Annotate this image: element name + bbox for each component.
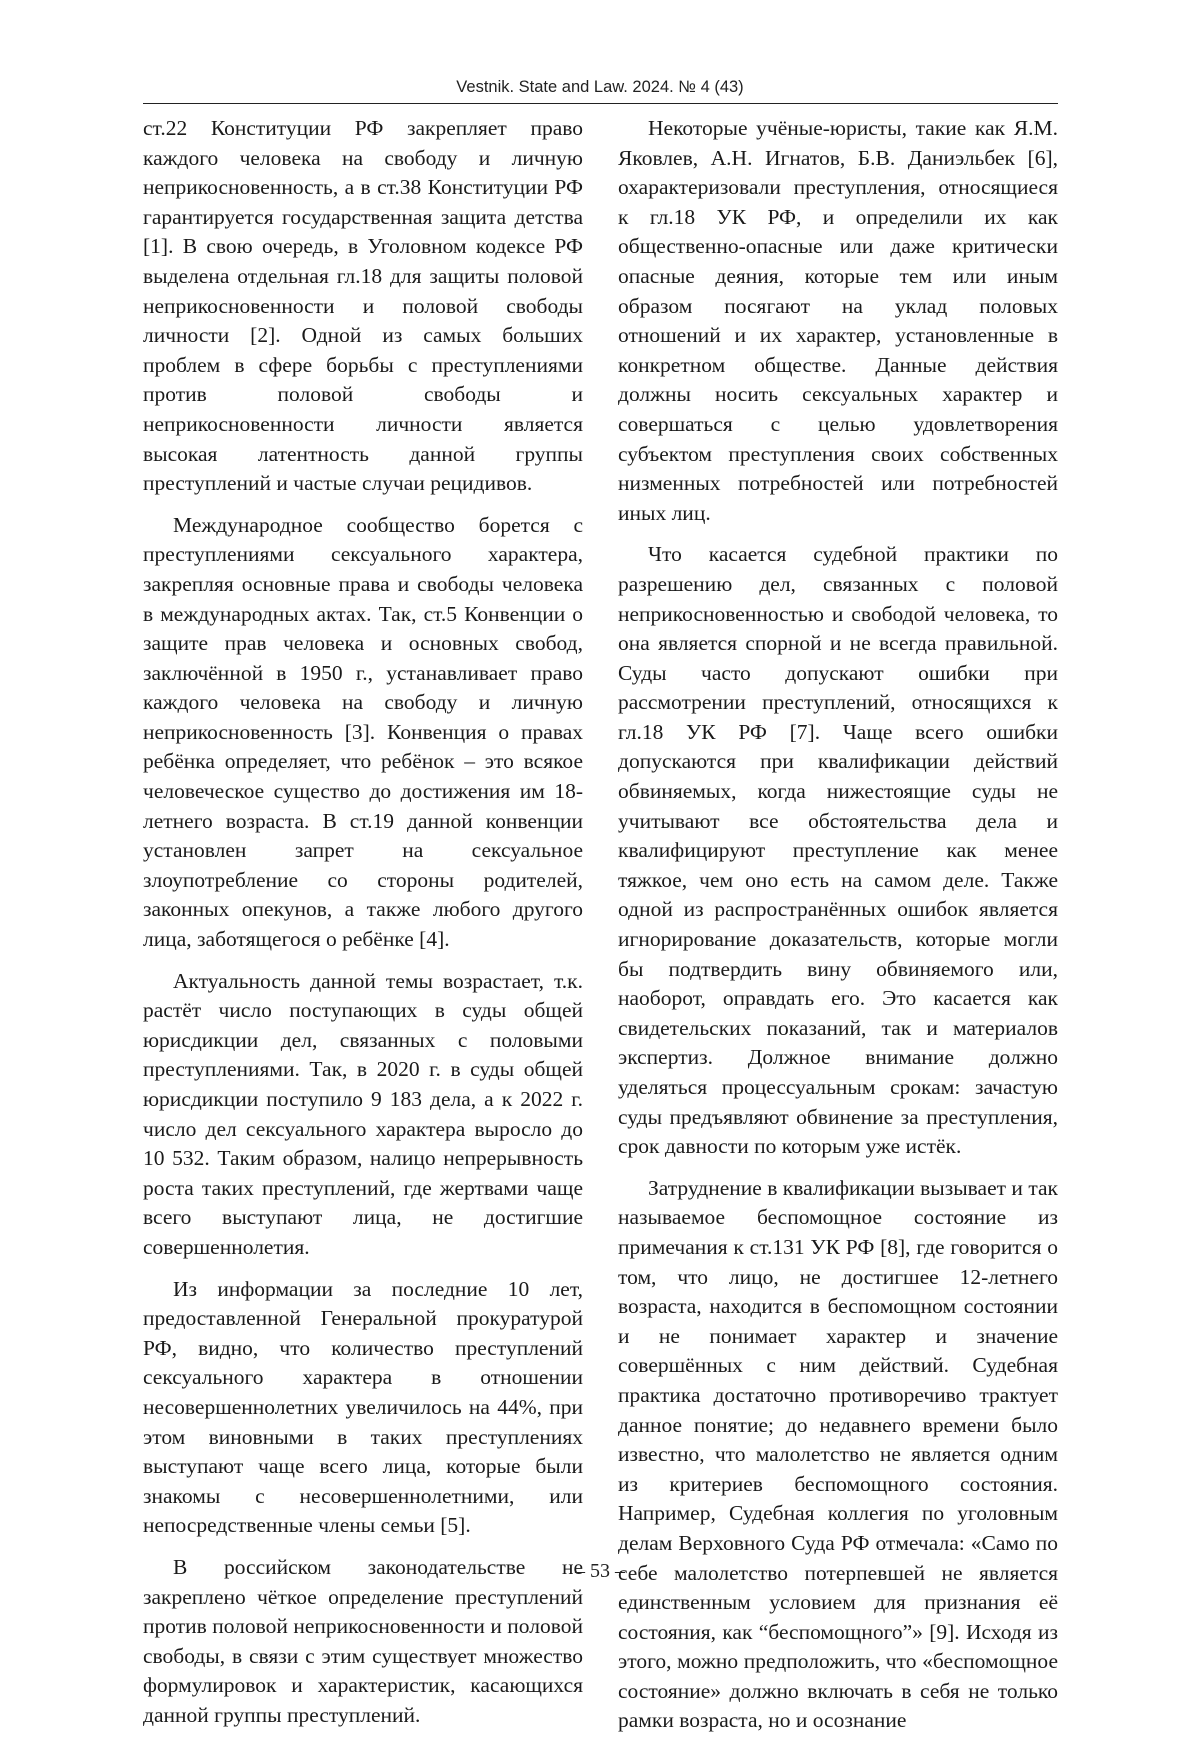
paragraph: Актуальность данной темы возрастает, т.к. растёт число поступающих в суды общей юрисдикции дел, связанных с половыми преступлениями. Так, в 2020 г. в суды общей юрисдикции поступило 9 183 дела, а к 2022 г. число дел сексуального характера выросло до 10 532. Таким образом, налицо непрерывность роста таких преступлений, где жертвами чаще всего выступают лица, не достигшие совершеннолетия. — [143, 968, 583, 1259]
right-column — [618, 114, 1058, 1748]
paragraph: Затруднение в квалификации вызывает и так называемое беспомощное состояние из примечания к ст.131 УК РФ [8], где говорится о том, что лицо, не достигшее 12-летнего возраста, находится в беспомощном состоянии и не понимает характер и значение совершённых с ним действий. Судебная практика достаточно противоречиво трактует данное понятие; до недавнего времени было известно, что малолетство не является одним из критериев беспомощного состояния. Например, Судебная коллегия по уголовным делам Верховного Суда РФ отмечала: «Само по себе малолетство потерпевшей не является единственным условием для признания её состояния, как “беспомощного”» [9]. Исходя из этого, можно предположить, что «беспомощное состояние» должно включать в себя не только рамки возраста, но и осознание — [618, 1175, 1058, 1733]
paragraph: Некоторые учёные-юристы, такие как Я.М. Яковлев, А.Н. Игнатов, Б.В. Даниэльбек [6], охарактеризовали преступления, относящиеся к гл.18 УК РФ, и определили их как общественно-опасные или даже критически опасные деяния, которые тем или иным образом посягают на уклад половых отношений и их характер, установленные в конкретном обществе. Данные действия должны носить сексуальных характер и совершаться с целью удовлетворения субъектом преступления своих собственных низменных потребностей или потребностей иных лиц. — [618, 116, 1058, 525]
paragraph: В российском законодательстве не закреплено чёткое определение преступлений против половой неприкосновенности и половой свободы, в связи с этим существует множество формулировок и характеристик, касающихся данной группы преступлений. — [143, 1554, 583, 1727]
page-number: – 53 – — [575, 1560, 625, 1582]
paragraph: Международное сообщество борется с преступлениями сексуального характера, закрепляя основные права и свободы человека в международных актах. Так, ст.5 Конвенции о защите прав человека и основных свобод, заключённой в 1950 г., устанавливает право каждого человека на свободу и личную неприкосновенность [3]. Конвенция о правах ребёнка определяет, что ребёнок – это всякое человеческое существо до достижения им 18-летнего возраста. В ст.19 данной конвенции установлен запрет на сексуальное злоупотребление со стороны родителей, законных опекунов, а также любого другого лица, заботящегося о ребёнке [4]. — [143, 512, 583, 952]
paragraph: ст.22 Конституции РФ закрепляет право каждого человека на свободу и личную неприкосновенность, а в ст.38 Конституции РФ гарантируется государственная защита детства [1]. В свою очередь, в Уголовном кодексе РФ выделена отдельная гл.18 для защиты половой неприкосновенности и половой свободы личности [2]. Одной из самых больших проблем в сфере борьбы с преступлениями против половой свободы и неприкосновенности личности является высокая латентность данной группы преступлений и частые случаи рецидивов. — [143, 116, 583, 496]
header-rule — [143, 103, 1058, 104]
paragraph: Из информации за последние 10 лет, предоставленной Генеральной прокуратурой РФ, видно, что количество преступлений сексуального характера в отношении несовершеннолетних увеличилось на 44%, при этом виновными в таких преступлениях выступают чаще всего лица, которые были знакомы с несовершеннолетними, или непосредственные члены семьи [5]. — [143, 1276, 583, 1538]
running-head: Vestnik. State and Law. 2024. № 4 (43) — [456, 78, 744, 96]
paragraph: Что касается судебной практики по разрешению дел, связанных с половой неприкосновенностью и свободой человека, то она является спорной и не всегда правильной. Суды часто допускают ошибки при рассмотрении преступлений, относящихся к гл.18 УК РФ [7]. Чаще всего ошибки допускаются при квалификации действий обвиняемых, когда нижестоящие суды не учитывают все обстоятельства дела и квалифицируют преступление как менее тяжкое, чем оно есть на самом деле. Также одной из распространённых ошибок является игнорирование доказательств, которые могли бы подтвердить вину обвиняемого или, наоборот, оправдать его. Это касается как свидетельских показаний, так и материалов экспертиз. Должное внимание должно уделяться процессуальным срокам: зачастую суды предъявляют обвинение за преступления, срок давности по которым уже истёк. — [618, 542, 1058, 1159]
left-column — [143, 114, 583, 1742]
